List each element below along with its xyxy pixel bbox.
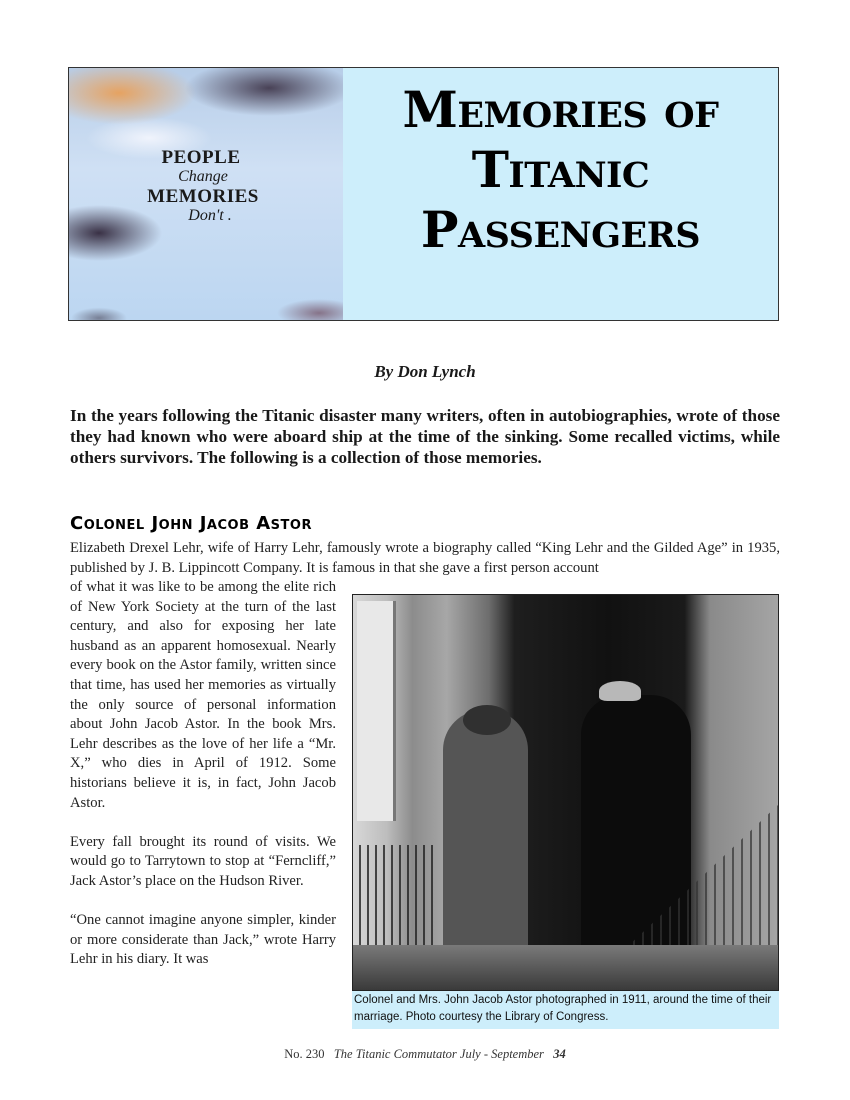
- publication-name: The Titanic Commutator July - September: [333, 1047, 544, 1061]
- body-paragraph: Every fall brought its round of visits. We would go to Tarrytown to stop at “Ferncliff,” Jack Astor’s place on the Hudson River.: [70, 833, 336, 889]
- photo-woman-figure: [443, 710, 528, 965]
- intro-paragraph: In the years following the Titanic disaster many writers, often in autobiographies, wrote of those they had known who were aboard ship at the time of the sinking. Some recalled victims, while others survivors. The following is a collection of those memories.: [70, 406, 780, 467]
- byline: By Don Lynch: [374, 362, 476, 381]
- article-title: [343, 68, 778, 320]
- photo-steps: [353, 945, 778, 990]
- title-line-2: Titanic: [471, 140, 650, 199]
- image-quote-line-1: PEOPLE: [161, 147, 241, 168]
- title-line-1: Memories of: [402, 80, 719, 139]
- photo-caption: Colonel and Mrs. John Jacob Astor photographed in 1911, around the time of their marriage. Photo courtesy the Library of Congress.: [352, 991, 779, 1029]
- title-banner: [68, 67, 779, 321]
- astor-couple-photo: [352, 594, 779, 991]
- image-quote: [69, 146, 343, 226]
- page-footer: [0, 1047, 850, 1062]
- section-heading: Colonel John Jacob Astor: [70, 513, 312, 534]
- photo-man-hat: [599, 681, 641, 701]
- body-column: [70, 578, 336, 989]
- image-quote-line-2: Change: [178, 168, 228, 185]
- body-paragraph-full-width: Elizabeth Drexel Lehr, wife of Harry Lehr, famously wrote a biography called “King Lehr and the Gilded Age” in 1935, published by J. B. Lippincott Company. It is famous in that she gave a first person account: [70, 540, 780, 576]
- body-paragraph: of what it was like to be among the elite rich of New York Society at the turn of the last century, and also for exposing her late husband as an apparent homosexual. Nearly every book on the Astor family, written since that time, has used her memories as virtually the only source of personal information about John Jacob Astor. In the book Mrs. Lehr describes as the love of her life a “Mr. X,” who dies in April of 1912. Some historians believe it is, in fact, John Jacob Astor.: [70, 579, 336, 811]
- title-line-3: Passengers: [420, 200, 701, 259]
- photo-window: [357, 601, 396, 821]
- photo-woman-hat: [463, 705, 511, 735]
- page-number: 34: [553, 1047, 566, 1061]
- memories-sky-image: [69, 68, 343, 320]
- issue-number: No. 230: [284, 1047, 325, 1061]
- body-paragraph: “One cannot imagine anyone simpler, kinder or more considerate than Jack,” wrote Harry Lehr in his diary. It was: [70, 912, 336, 968]
- image-quote-line-3: MEMORIES: [147, 186, 259, 207]
- image-quote-line-4: Don't .: [188, 207, 232, 224]
